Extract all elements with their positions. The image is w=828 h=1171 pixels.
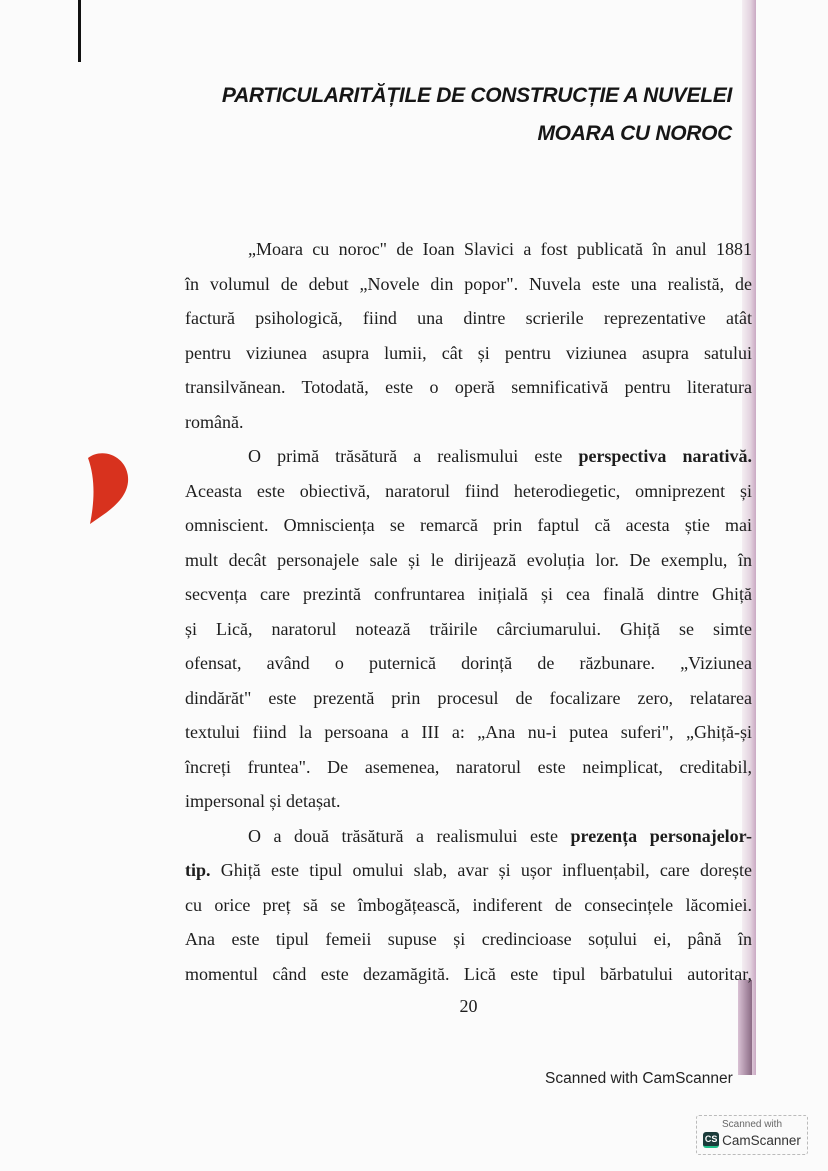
bold-term: prezența personajelor- [570, 825, 753, 846]
camscanner-badge [696, 1115, 808, 1155]
text-segment: ofensat, având o puternică dorință de răzbunare. „Viziunea [185, 653, 752, 673]
binder-line [78, 0, 81, 62]
text-line [185, 784, 752, 819]
badge-brand: CamScanner [722, 1132, 801, 1148]
text-segment: Ana este tipul femeii supuse și credincioase soțului ei, până în [185, 929, 752, 949]
text-line [185, 543, 752, 578]
text-line [185, 301, 752, 336]
text-segment: textului fiind la persoana a III a: „Ana nu-i putea suferi", „Ghiță-și [185, 722, 752, 742]
text-line [185, 853, 752, 888]
scanner-watermark: Scanned with CamScanner [545, 1070, 733, 1087]
text-segment: dindărăt" este prezentă prin procesul de focalizare zero, relatarea [185, 687, 752, 708]
text-segment: O primă trăsătură a realismului este [248, 446, 579, 466]
text-line [185, 681, 752, 716]
page-title-line1: PARTICULARITĂȚILE DE CONSTRUCȚIE A NUVELEI [221, 84, 732, 107]
text-line [185, 405, 752, 440]
text-segment: „Moara cu noroc" de Ioan Slavici a fost publicată în anul 1881 [248, 239, 752, 259]
text-segment: mult decât personajele sale și le dirijează evoluția lor. De exemplu, în [185, 549, 752, 570]
text-segment: omniscient. Omnisciența se remarcă prin faptul că acesta știe mai [185, 515, 752, 535]
page-number: 20 [459, 996, 478, 1016]
text-line [185, 232, 752, 267]
text-segment: Ghiță este tipul omului slab, avar și ușor influențabil, care dorește [210, 860, 752, 880]
text-segment: impersonal și detașat. [185, 791, 341, 811]
bold-term: tip. [185, 860, 211, 880]
text-line [185, 957, 752, 992]
text-line [185, 474, 752, 509]
text-segment: factură psihologică, fiind una dintre scrierile reprezentative atât [185, 308, 752, 328]
text-segment: în volumul de debut „Novele din popor". Nuvela este una realistă, de [185, 273, 752, 294]
text-segment: și Lică, naratorul notează trăirile cârciumarului. Ghiță se simte [185, 618, 752, 639]
text-segment: O a două trăsătură a realismului este [248, 825, 571, 846]
text-segment: secvența care prezintă confruntarea inițială și cea finală dintre Ghiță [185, 584, 752, 604]
text-segment: română. [185, 411, 244, 432]
text-line [185, 336, 752, 371]
text-line [185, 267, 752, 302]
camscanner-logo-icon: CS [703, 1132, 719, 1148]
text-line [185, 750, 752, 785]
heart-sticker-icon [84, 450, 130, 526]
text-segment: momentul când este dezamăgită. Lică este tipul bărbatului autoritar, [185, 963, 752, 984]
badge-top-text: Scanned with [721, 1119, 783, 1130]
text-segment: pentru viziunea asupra lumii, cât și pentru viziunea asupra satului [185, 342, 752, 363]
text-line [185, 888, 752, 923]
text-segment: încreți fruntea". De asemenea, naratorul este neimplicat, creditabil, [185, 756, 752, 777]
text-line [185, 577, 752, 612]
text-line [185, 819, 752, 854]
text-line [185, 612, 752, 647]
text-line [185, 439, 752, 474]
text-line [185, 370, 752, 405]
page-title-line2: MOARA CU NOROC [537, 122, 732, 145]
document-body [185, 232, 752, 991]
text-segment: transilvănean. Totodată, este o operă semnificativă pentru literatura [185, 377, 752, 397]
text-segment: cu orice preț să se îmbogățească, indiferent de consecințele lăcomiei. [185, 894, 752, 915]
text-line [185, 922, 752, 957]
text-line [185, 715, 752, 750]
text-line [185, 508, 752, 543]
bold-term: perspectiva narativă. [578, 446, 752, 466]
text-segment: Aceasta este obiectivă, naratorul fiind heterodiegetic, omniprezent și [185, 480, 752, 501]
text-line [185, 646, 752, 681]
